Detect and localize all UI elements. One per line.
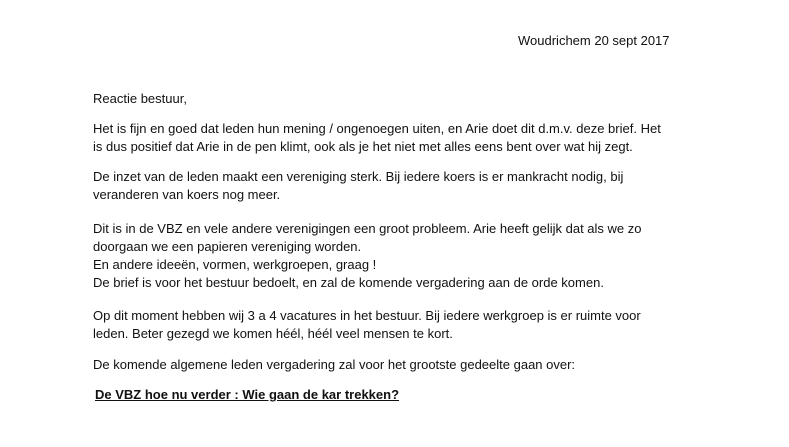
salutation: Reactie bestuur, (93, 91, 187, 106)
paragraph-line: leden. Beter gezegd we komen héél, héél veel mensen te kort. (93, 326, 453, 341)
paragraph-line: Op dit moment hebben wij 3 a 4 vacatures in het bestuur. Bij iedere werkgroep is er ruimte voor (93, 308, 641, 323)
paragraph-line: De brief is voor het bestuur bedoelt, en zal de komende vergadering aan de orde komen. (93, 275, 604, 290)
paragraph-line: Dit is in de VBZ en vele andere verenigingen een groot probleem. Arie heeft gelijk dat als we zo (93, 221, 642, 236)
paragraph-line: En andere ideeën, vormen, werkgroepen, graag ! (93, 257, 377, 272)
paragraph-problem (93, 220, 713, 292)
paragraph-line: De komende algemene leden vergadering zal voor het grootste gedeelte gaan over: (93, 357, 576, 372)
paragraph-line: is dus positief dat Arie in de pen klimt, ook als je het niet met alles eens bent over wat hij zegt. (93, 139, 633, 154)
paragraph-line: veranderen van koers nog meer. (93, 187, 281, 202)
paragraph-member-effort (93, 168, 713, 204)
paragraph-line: Het is fijn en goed dat leden hun mening / ongenoegen uiten, en Arie doet dit d.m.v. deze brief. Het (93, 121, 661, 136)
paragraph-vacancies (93, 307, 713, 343)
place-date: Woudrichem 20 sept 2017 (518, 33, 670, 48)
paragraph-line: doorgaan we een papieren vereniging worden. (93, 239, 362, 254)
paragraph-meeting (93, 356, 713, 374)
paragraph-feedback (93, 120, 713, 156)
section-heading: De VBZ hoe nu verder : Wie gaan de kar trekken? (95, 387, 400, 402)
paragraph-line: De inzet van de leden maakt een vereniging sterk. Bij iedere koers is er mankracht nodig, bij (93, 169, 624, 184)
